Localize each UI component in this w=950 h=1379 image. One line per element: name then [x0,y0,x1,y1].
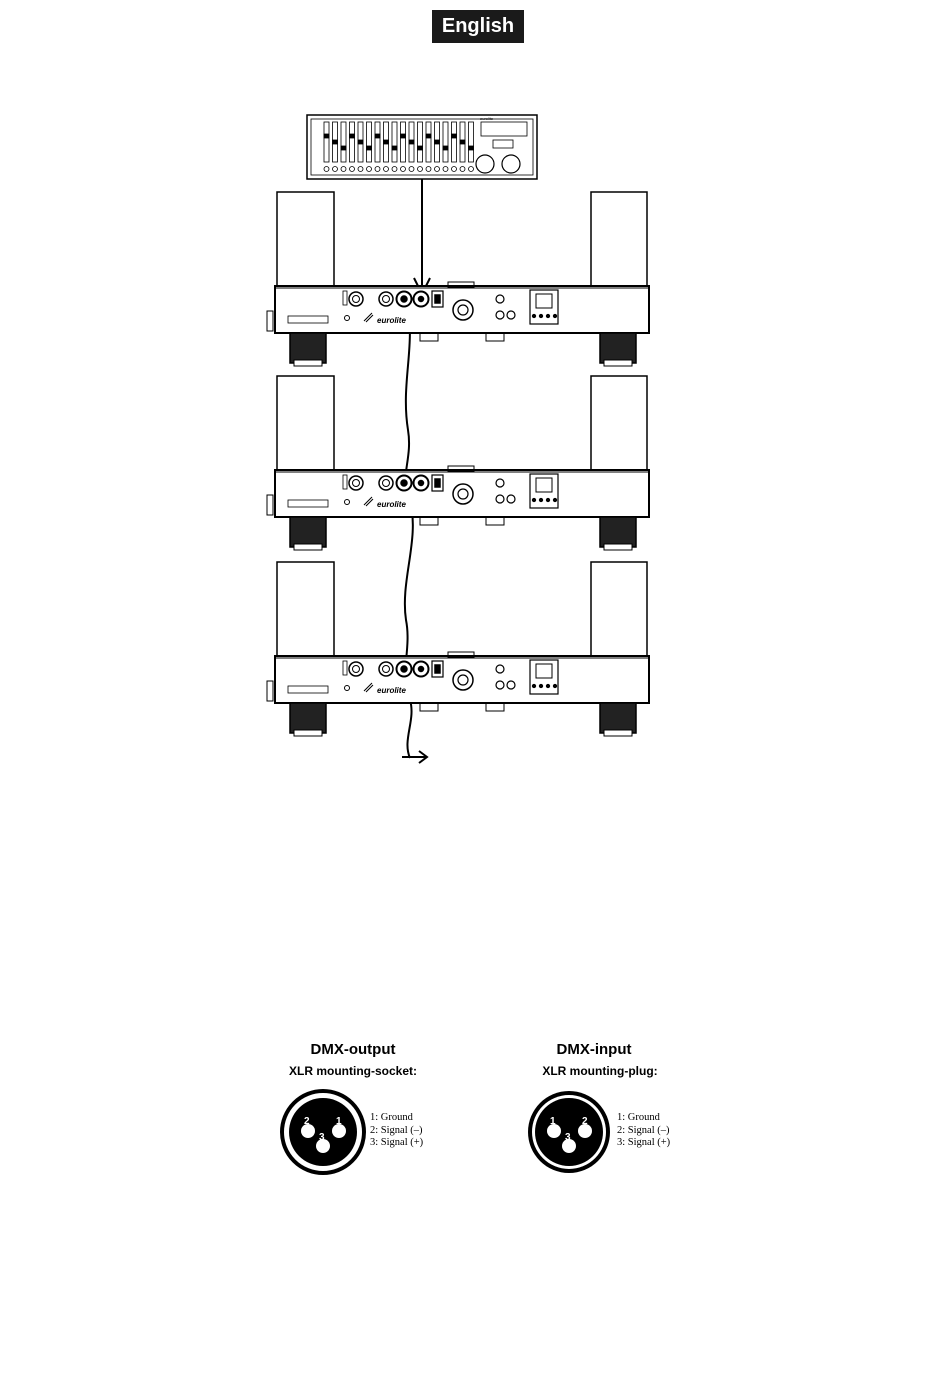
xlr-plug-icon [525,1088,615,1178]
fader-knob [469,146,474,150]
fader-knob [333,140,338,144]
fader-knob [367,146,372,150]
dmx-output-subtitle: XLR mounting-socket: [289,1064,417,1078]
legend-line: 1: Ground [617,1112,660,1123]
fader-knob [418,146,423,150]
dmx-controller [307,115,537,179]
fader-knob [384,140,389,144]
device-1 [267,192,649,366]
fader-knob [443,146,448,150]
pin-label: 2 [304,1116,310,1127]
dmx-input-subtitle: XLR mounting-plug: [542,1064,658,1078]
pin-label: 2 [582,1116,588,1127]
controller-brand: eurolite [480,116,494,121]
fader-knob [392,146,397,150]
fader-knob [350,134,355,138]
legend-line: 3: Signal (+) [370,1137,424,1148]
fader-knob [324,134,329,138]
xlr-socket-icon [279,1088,369,1178]
fader-knob [435,140,440,144]
legend-line: 1: Ground [370,1112,413,1123]
legend-line: 2: Signal (–) [617,1124,670,1136]
fader-knob [460,140,465,144]
fader-knob [358,140,363,144]
dmx-input-title: DMX-input [556,1041,632,1058]
pin-label: 3 [319,1132,325,1143]
fader-knob [341,146,346,150]
fader-knob [426,134,431,138]
device-2 [267,376,649,550]
legend-line: 2: Signal (–) [370,1124,423,1136]
device-3 [267,562,649,736]
fader-knob [401,134,406,138]
legend-line: 3: Signal (+) [617,1137,671,1148]
dmx-output-title: DMX-output [310,1041,396,1058]
pin-label: 1 [550,1116,556,1127]
pin-label: 3 [565,1132,571,1143]
fader-knob [409,140,414,144]
dmx-output-legend [370,1112,423,1150]
pin-label: 1 [336,1116,342,1127]
dmx-input-legend [617,1112,670,1150]
fader-knob [452,134,457,138]
language-badge: English [432,10,524,43]
fader-knob [375,134,380,138]
